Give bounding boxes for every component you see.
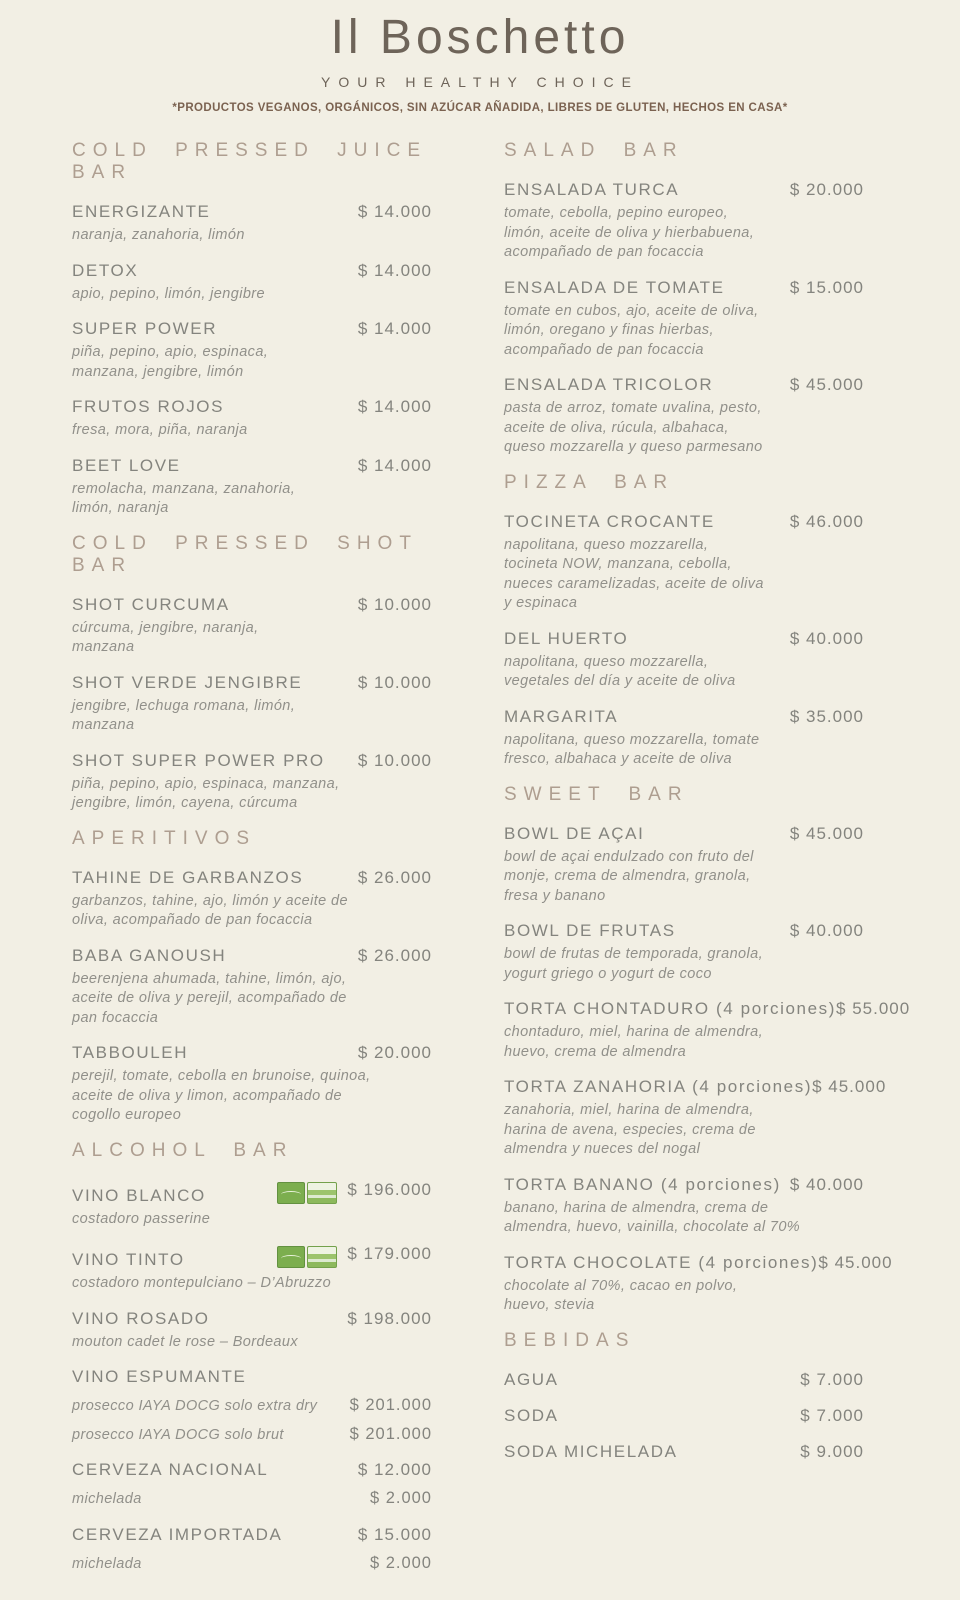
menu-item-price: $ 20.000 (357, 1043, 432, 1062)
menu-item-right-group (790, 823, 864, 845)
menu-item (72, 1042, 432, 1126)
organic-text-label (307, 1246, 337, 1268)
description-line: cúrcuma, jengibre, naranja, (72, 619, 259, 636)
organic-certification-badge (277, 1182, 337, 1204)
menu-item (72, 594, 432, 658)
menu-item-price: $ 14.000 (357, 397, 432, 416)
menu-item-right-group (358, 672, 432, 694)
menu-item-right-group (358, 1524, 432, 1546)
menu-section (72, 533, 432, 814)
description-line: tocineta NOW, manzana, cebolla, (504, 556, 732, 572)
menu-item-price: $ 10.000 (357, 750, 432, 770)
menu-item-description (504, 399, 864, 458)
menu-item-price: $ 9.000 (800, 1441, 864, 1461)
menu-item-right-group (800, 1441, 864, 1463)
menu-item-right-group (800, 1369, 864, 1391)
menu-item-name: AGUA (504, 1369, 559, 1389)
menu-item-description (72, 343, 432, 382)
menu-item (504, 823, 864, 907)
description-line: aceite de oliva, rúcula, albahaca, (504, 419, 729, 436)
menu-item (72, 1459, 432, 1510)
menu-item-name: BOWL DE AÇAI (504, 823, 645, 843)
description-line: naranja, zanahoria, limón (72, 227, 245, 243)
menu-item-price: $ 10.000 (357, 594, 432, 614)
description-line: napolitana, queso mozzarella, (504, 653, 709, 670)
description-line: huevo, stevia (504, 1297, 595, 1313)
description-line: yogurt griego o yogurt de coco (504, 965, 712, 982)
menu-item-right-group (358, 455, 432, 477)
menu-item-price: $ 40.000 (789, 921, 864, 940)
menu-item-right-group (347, 1308, 432, 1330)
menu-item-right-group (836, 998, 910, 1020)
menu-item (72, 201, 432, 246)
menu-item-name: ENERGIZANTE (72, 202, 211, 221)
menu-item-price: $ 46.000 (789, 511, 864, 531)
menu-item-right-group (358, 1042, 432, 1064)
menu-item-name: BABA GANOUSH (72, 945, 227, 965)
menu-item-name: BOWL DE FRUTAS (504, 921, 676, 940)
menu-item (504, 1405, 864, 1427)
menu-item-name: VINO BLANCO (72, 1185, 206, 1205)
subitem-price: $ 201.000 (349, 1424, 432, 1443)
menu-item (504, 1252, 893, 1316)
menu-item-description (72, 480, 432, 519)
menu-column-right (504, 140, 911, 1588)
description-line: acompañado de pan focaccia (504, 244, 704, 260)
eu-organic-leaf-label (277, 1182, 305, 1204)
menu-item-price: $ 45.000 (789, 375, 864, 394)
menu-item-description (504, 945, 864, 984)
description-line: nueces caramelizadas, aceite de oliva (504, 575, 764, 592)
menu-item-head (504, 1174, 864, 1196)
menu-item (72, 1308, 432, 1353)
menu-item-name: ENSALADA TURCA (504, 180, 680, 199)
menu-item (72, 672, 432, 736)
menu-item-description (72, 619, 432, 658)
description-line: cogollo europeo (72, 1107, 182, 1123)
menu-item-head (72, 260, 432, 282)
description-line: almendra, huevo, vainilla, chocolate al 70% (504, 1219, 801, 1235)
menu-item (504, 511, 864, 614)
menu-item-price: $ 10.000 (357, 672, 432, 692)
section-title: COLD PRESSED JUICE BAR (72, 140, 428, 183)
menu-item-description (72, 1333, 432, 1353)
menu-section (504, 1330, 864, 1463)
menu-column-left (72, 140, 432, 1588)
menu-item-head (504, 1076, 887, 1098)
menu-item-name: CERVEZA IMPORTADA (72, 1524, 283, 1544)
menu-item-price: $ 14.000 (357, 319, 432, 338)
menu-item (72, 867, 432, 931)
menu-item-price: $ 7.000 (800, 1405, 864, 1425)
subitem-price: $ 2.000 (369, 1489, 432, 1507)
menu-item-name: TORTA BANANO (4 porciones) (504, 1174, 781, 1194)
menu-item-price: $ 14.000 (357, 260, 432, 280)
menu-item-price: $ 20.000 (789, 180, 864, 199)
menu-item-name: DEL HUERTO (504, 628, 629, 648)
section-title: SWEET BAR (504, 783, 689, 805)
description-line: beerenjena ahumada, tahine, limón, ajo, (72, 970, 347, 987)
menu-item-price: $ 35.000 (789, 706, 864, 726)
description-line: piña, pepino, apio, espinaca, (72, 344, 269, 360)
section-title: ALCOHOL BAR (72, 1139, 294, 1161)
menu-item-name: ENSALADA DE TOMATE (504, 277, 725, 297)
section-title: SALAD BAR (504, 140, 684, 161)
menu-item-head (72, 396, 432, 418)
section-title: COLD PRESSED SHOT BAR (72, 532, 418, 576)
description-line: piña, pepino, apio, espinaca, manzana, (72, 775, 340, 792)
description-line: perejil, tomate, cebolla en brunoise, quinoa, (72, 1068, 371, 1084)
menu-item-head (72, 672, 432, 694)
menu-item-description (504, 731, 864, 770)
restaurant-title: Il Boschetto (330, 11, 630, 64)
menu-item-description (72, 1067, 432, 1126)
menu-item-head (72, 1042, 432, 1064)
subitem-label: michelada (72, 1555, 142, 1572)
organic-text-label (307, 1182, 337, 1204)
menu-item-head (72, 945, 432, 967)
menu-item-head (72, 1459, 432, 1481)
subitem-label: michelada (72, 1491, 142, 1507)
menu-item-right-group (358, 1459, 432, 1481)
description-line: acompañado de pan focaccia (504, 341, 704, 358)
menu-item-head (504, 920, 864, 942)
menu-item-description (504, 1199, 864, 1238)
menu-item (72, 260, 432, 305)
menu-section (72, 1140, 432, 1575)
description-line: bowl de açai endulzado con fruto del (504, 848, 754, 865)
eu-organic-leaf-label (277, 1246, 305, 1268)
menu-item (72, 1243, 432, 1294)
description-line: pan focaccia (72, 1009, 159, 1026)
menu-item (72, 750, 432, 814)
menu-item-description (72, 697, 432, 736)
menu-item (504, 920, 864, 984)
menu-item-head (504, 628, 864, 650)
menu-item-price: $ 198.000 (347, 1308, 432, 1328)
menu-item-name: TORTA ZANAHORIA (4 porciones) (504, 1077, 813, 1096)
description-line: limón, naranja (72, 500, 169, 516)
menu-item-right-group (818, 1252, 892, 1274)
description-line: zanahoria, miel, harina de almendra, (504, 1102, 754, 1118)
description-line: costadoro passerine (72, 1210, 211, 1227)
menu-item-price: $ 55.000 (836, 999, 911, 1018)
menu-item-price: $ 40.000 (789, 628, 864, 648)
menu-item-right-group (358, 260, 432, 282)
menu-item-head (72, 455, 432, 477)
menu-item (504, 374, 864, 458)
menu-item-price: $ 14.000 (357, 202, 432, 221)
menu-item-name: ENSALADA TRICOLOR (504, 375, 714, 394)
menu-item-head (504, 706, 864, 728)
menu-item-name: DETOX (72, 260, 139, 280)
menu-item-right-group (790, 511, 864, 533)
description-line: harina de avena, especies, crema de (504, 1121, 756, 1138)
menu-item-description (504, 1101, 864, 1160)
menu-item (504, 706, 864, 770)
menu-section (72, 140, 432, 519)
menu-item-right-group (800, 1405, 864, 1427)
menu-item-name: VINO TINTO (72, 1250, 185, 1269)
menu-item-right-group (790, 374, 864, 396)
menu-item-name: SHOT VERDE JENGIBRE (72, 672, 303, 692)
menu-item-name: TORTA CHOCOLATE (4 porciones) (504, 1252, 819, 1272)
menu-item-name: SUPER POWER (72, 319, 218, 338)
menu-item-price: $ 26.000 (357, 867, 432, 887)
menu-item-price: $ 15.000 (789, 277, 864, 297)
menu-item (72, 318, 432, 382)
menu-item (72, 1179, 432, 1230)
description-line: almendra y nueces del nogal (504, 1141, 701, 1157)
menu-item-right-group (358, 867, 432, 889)
menu-item-head (504, 823, 864, 845)
menu-item (72, 455, 432, 519)
menu-item-head (504, 998, 911, 1020)
menu-item-description (504, 848, 864, 907)
menu-item-description (504, 1277, 864, 1316)
description-line: chocolate al 70%, cacao en polvo, (504, 1277, 738, 1294)
menu-subitem-row (72, 1489, 432, 1510)
description-line: y espinaca (504, 595, 578, 611)
menu-item-right-group (358, 594, 432, 616)
menu-item-price: $ 45.000 (812, 1077, 887, 1096)
description-line: fresco, albahaca y aceite de oliva (504, 751, 733, 767)
description-line: aceite de oliva y limon, acompañado de (72, 1087, 342, 1104)
menu-item-right-group (790, 1174, 864, 1196)
description-line: fresa, mora, piña, naranja (72, 422, 248, 438)
description-line: oliva, acompañado de pan focaccia (72, 912, 313, 928)
menu-section (504, 783, 911, 1316)
description-line: aceite de oliva y perejil, acompañado de (72, 990, 347, 1006)
subitem-label: prosecco IAYA DOCG solo extra dry (72, 1398, 318, 1414)
menu-item (504, 1174, 864, 1238)
menu-item-name: MARGARITA (504, 706, 619, 726)
menu-item-right-group (277, 1243, 432, 1265)
menu-tagline: *PRODUCTOS VEGANOS, ORGÁNICOS, SIN AZÚCAR AÑADIDA, LIBRES DE GLUTEN, HECHOS EN CASA* (172, 102, 788, 114)
menu-item-head (72, 594, 432, 616)
description-line: manzana (72, 639, 135, 655)
menu-item-head (504, 1405, 864, 1427)
menu-item-price: $ 26.000 (357, 945, 432, 965)
menu-item-description (504, 1023, 864, 1062)
menu-item-description (504, 302, 864, 361)
description-line: mouton cadet le rose – Bordeaux (72, 1333, 299, 1350)
menu-item-description (72, 1274, 432, 1294)
description-line: queso mozzarella y queso parmesano (504, 439, 763, 455)
menu-item-description (72, 226, 432, 246)
menu-item-price: $ 45.000 (818, 1252, 893, 1272)
menu-item-price: $ 7.000 (800, 1369, 864, 1389)
menu-item-head (504, 374, 864, 396)
menu-item-right-group (790, 628, 864, 650)
menu-item-name: BEET LOVE (72, 455, 181, 475)
description-line: jengibre, limón, cayena, cúrcuma (72, 795, 298, 811)
menu-item-head (504, 277, 864, 299)
description-line: limón, aceite de oliva y hierbabuena, (504, 224, 755, 241)
menu-item-description (72, 421, 432, 441)
description-line: limón, oregano y finas hierbas, (504, 322, 714, 338)
menu-item-right-group (790, 920, 864, 942)
menu-item-head (72, 750, 432, 772)
menu-section (504, 140, 864, 458)
section-title: PIZZA BAR (504, 471, 675, 493)
description-line: costadoro montepulciano – D’Abruzzo (72, 1275, 332, 1291)
menu-item-head (72, 1179, 432, 1207)
description-line: bowl de frutas de temporada, granola, (504, 946, 764, 962)
menu-item-name: TORTA CHONTADURO (4 porciones) (504, 999, 837, 1018)
menu-subitem-row (72, 1425, 432, 1446)
menu-item-head (504, 1441, 864, 1463)
menu-item (72, 945, 432, 1029)
menu-item (72, 1366, 432, 1445)
menu-item-right-group (358, 396, 432, 418)
menu-item-head (72, 1366, 432, 1388)
menu-section (504, 472, 864, 770)
menu-item-description (504, 536, 864, 614)
menu-item-head (72, 201, 432, 223)
menu-item-head (72, 1308, 432, 1330)
menu-item-right-group (790, 179, 864, 201)
menu-item-head (72, 867, 432, 889)
menu-item-right-group (790, 706, 864, 728)
description-line: apio, pepino, limón, jengibre (72, 285, 265, 302)
menu-columns (0, 114, 960, 1588)
organic-certification-badge (277, 1246, 337, 1268)
menu-item-name: SHOT SUPER POWER PRO (72, 750, 325, 770)
menu-subitem-row (72, 1396, 432, 1417)
section-title: BEBIDAS (504, 1329, 636, 1351)
menu-item-name: VINO ESPUMANTE (72, 1367, 247, 1386)
menu-item (504, 628, 864, 692)
menu-item-price: $ 196.000 (347, 1179, 432, 1199)
menu-item-description (504, 204, 864, 263)
description-line: napolitana, queso mozzarella, tomate (504, 731, 760, 748)
menu-item-name: SODA MICHELADA (504, 1441, 678, 1461)
menu-section (72, 828, 432, 1126)
menu-item-head (504, 179, 864, 201)
menu-item-name: SODA (504, 1405, 559, 1425)
menu-item-description (504, 653, 864, 692)
menu-item-name: FRUTOS ROJOS (72, 397, 225, 416)
section-title: APERITIVOS (72, 827, 257, 849)
menu-item-description (72, 775, 432, 814)
menu-item-head (504, 1252, 893, 1274)
menu-item (504, 1369, 864, 1391)
menu-item-name: TABBOULEH (72, 1043, 189, 1062)
description-line: tomate en cubos, ajo, aceite de oliva, (504, 302, 759, 319)
menu-item (72, 1524, 432, 1575)
menu-item (72, 396, 432, 441)
description-line: banano, harina de almendra, crema de (504, 1199, 769, 1216)
description-line: huevo, crema de almendra (504, 1043, 687, 1060)
menu-item-price: $ 40.000 (789, 1174, 864, 1194)
menu-item-head (72, 1524, 432, 1546)
menu-item (504, 277, 864, 361)
menu-item-head (504, 511, 864, 533)
menu-item-name: SHOT CURCUMA (72, 594, 230, 614)
menu-item (504, 1076, 887, 1160)
menu-item-right-group (358, 945, 432, 967)
menu-item-price: $ 179.000 (347, 1244, 432, 1263)
menu-item-head (504, 1369, 864, 1391)
menu-item-head (72, 1243, 432, 1271)
description-line: napolitana, queso mozzarella, (504, 536, 709, 553)
menu-item-description (72, 285, 432, 305)
description-line: garbanzos, tahine, ajo, limón y aceite de (72, 892, 348, 909)
restaurant-subtitle: YOUR HEALTHY CHOICE (321, 74, 639, 90)
menu-item-name: TAHINE DE GARBANZOS (72, 867, 304, 887)
description-line: monje, crema de almendra, granola, (504, 868, 751, 884)
menu-item-description (72, 1210, 432, 1230)
menu-item-price: $ 12.000 (357, 1460, 432, 1479)
menu-item (504, 1441, 864, 1463)
menu-item-right-group (790, 277, 864, 299)
subitem-price: $ 201.000 (349, 1396, 432, 1414)
description-line: jengibre, lechuga romana, limón, (72, 697, 296, 714)
menu-item-head (72, 318, 432, 340)
menu-item (504, 998, 911, 1062)
description-line: remolacha, manzana, zanahoria, (72, 480, 296, 497)
menu-item-description (72, 892, 432, 931)
menu-item-price: $ 15.000 (357, 1524, 432, 1544)
menu-subitem-row (72, 1554, 432, 1575)
menu-item-price: $ 14.000 (357, 455, 432, 475)
subitem-label: prosecco IAYA DOCG solo brut (72, 1426, 284, 1443)
menu-item-right-group (358, 201, 432, 223)
menu-item-name: TOCINETA CROCANTE (504, 511, 715, 531)
menu-item-name: CERVEZA NACIONAL (72, 1460, 269, 1479)
subitem-price: $ 2.000 (369, 1553, 432, 1572)
menu-item-description (72, 970, 432, 1029)
menu-item-name: VINO ROSADO (72, 1308, 210, 1328)
menu-item-right-group (277, 1179, 432, 1201)
menu-item-right-group (358, 750, 432, 772)
description-line: manzana, jengibre, limón (72, 363, 244, 380)
description-line: chontaduro, miel, harina de almendra, (504, 1024, 764, 1040)
description-line: tomate, cebolla, pepino europeo, (504, 205, 729, 221)
menu-item (504, 179, 864, 263)
menu-item-right-group (812, 1076, 886, 1098)
menu-item-price: $ 45.000 (789, 823, 864, 843)
description-line: vegetales del día y aceite de oliva (504, 673, 736, 689)
description-line: manzana (72, 717, 135, 733)
menu-item-right-group (358, 318, 432, 340)
menu-header (0, 0, 960, 114)
description-line: fresa y banano (504, 887, 606, 904)
description-line: pasta de arroz, tomate uvalina, pesto, (504, 400, 762, 416)
